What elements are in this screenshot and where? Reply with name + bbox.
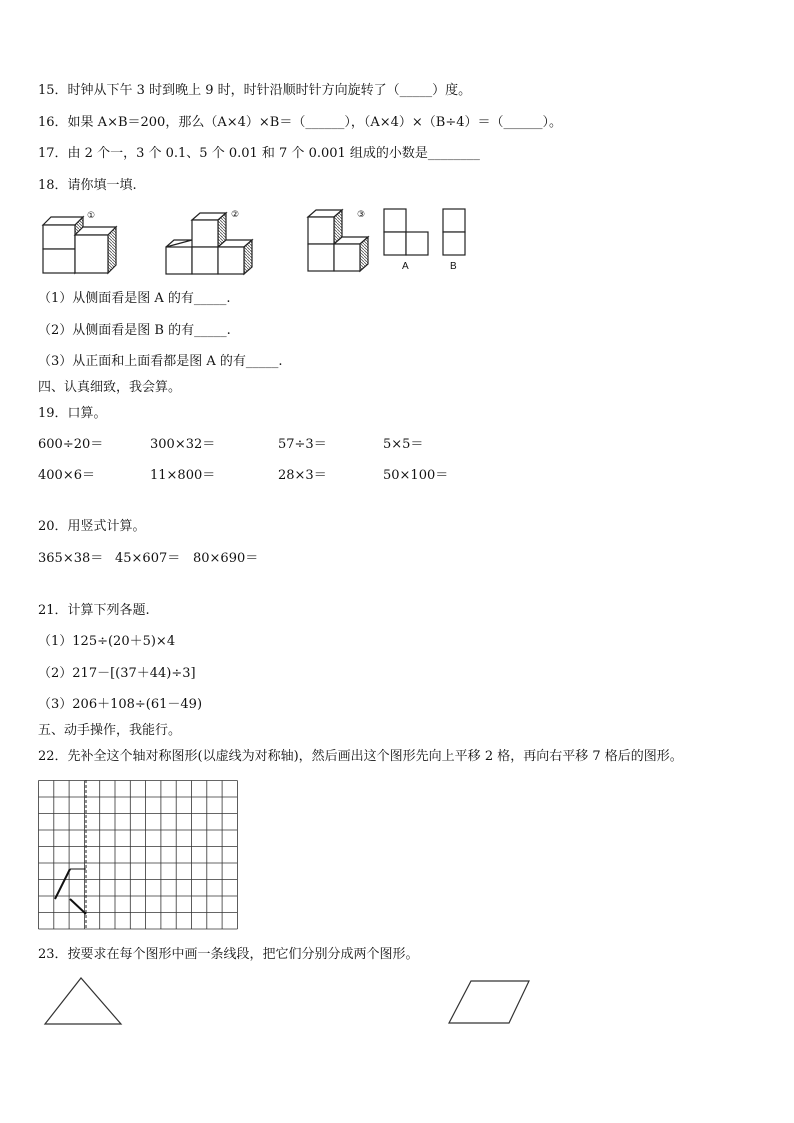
question-18-sub2: （2）从侧面看是图 B 的有_____. <box>38 323 231 338</box>
oral-calc-item: 57÷3＝ <box>278 437 327 452</box>
figure-segment-upper <box>55 869 70 899</box>
view-b-figure <box>443 209 465 255</box>
oral-calc-item: 300×32＝ <box>150 437 216 452</box>
question-22: 22．先补全这个轴对称图形(以虚线为对称轴)，然后画出这个图形先向上平移 2 格，再向右平移 7 格后的图形。 <box>38 749 683 764</box>
question-18-sub1: （1）从侧面看是图 A 的有_____. <box>38 291 231 306</box>
oral-calc-item: 400×6＝ <box>38 468 95 483</box>
triangle-figure <box>40 975 126 1027</box>
figure-3-marker: ③ <box>357 210 366 220</box>
parallelogram-figure <box>447 975 533 1027</box>
section-4-heading: 四、认真细致，我会算。 <box>38 380 182 395</box>
cube-figure-1 <box>43 217 116 273</box>
cube-figure-2 <box>166 213 252 274</box>
section-5-heading: 五、动手操作，我能行。 <box>38 723 182 738</box>
question-21-title: 21．计算下列各题. <box>38 603 150 618</box>
figure-2-marker: ② <box>231 210 240 220</box>
figure-1-marker: ① <box>87 211 96 221</box>
question-20-title: 20．用竖式计算。 <box>38 519 146 534</box>
question-16: 16．如果 A×B＝200，那么（A×4）×B＝（______），（A×4）×（B÷4）＝（______）。 <box>38 115 562 130</box>
view-b-label: B <box>450 261 457 272</box>
question-17: 17．由 2 个一，3 个 0.1、5 个 0.01 和 7 个 0.001 组成的小数是________ <box>38 146 480 161</box>
vertical-calc-item: 45×607＝ <box>115 551 181 566</box>
cube-figures <box>40 205 480 277</box>
question-19-title: 19．口算。 <box>38 406 107 421</box>
question-21-item-2: （2）217－[(37＋44)÷3] <box>38 666 196 681</box>
question-18-title: 18．请你填一填. <box>38 178 137 193</box>
vertical-calc-item: 365×38＝ <box>38 551 104 566</box>
oral-calc-item: 28×3＝ <box>278 468 327 483</box>
oral-calc-item: 5×5＝ <box>383 437 424 452</box>
question-15: 15．时钟从下午 3 时到晚上 9 时，时针沿顺时针方向旋转了（_____）度。 <box>38 83 472 98</box>
vertical-calc-item: 80×690＝ <box>193 551 259 566</box>
oral-calc-item: 11×800＝ <box>150 468 216 483</box>
question-23: 23．按要求在每个图形中画一条线段，把它们分别分成两个图形。 <box>38 947 419 962</box>
view-a-figure <box>384 209 428 255</box>
figure-segment-lower <box>70 899 86 914</box>
oral-calc-item: 600÷20＝ <box>38 437 104 452</box>
view-a-label: A <box>402 261 409 272</box>
oral-calc-item: 50×100＝ <box>383 468 449 483</box>
grid-figure <box>38 780 244 932</box>
question-21-item-3: （3）206＋108÷(61－49) <box>38 697 203 712</box>
question-21-item-1: （1）125÷(20＋5)×4 <box>38 634 176 649</box>
question-18-sub3: （3）从正面和上面看都是图 A 的有_____. <box>38 354 283 369</box>
